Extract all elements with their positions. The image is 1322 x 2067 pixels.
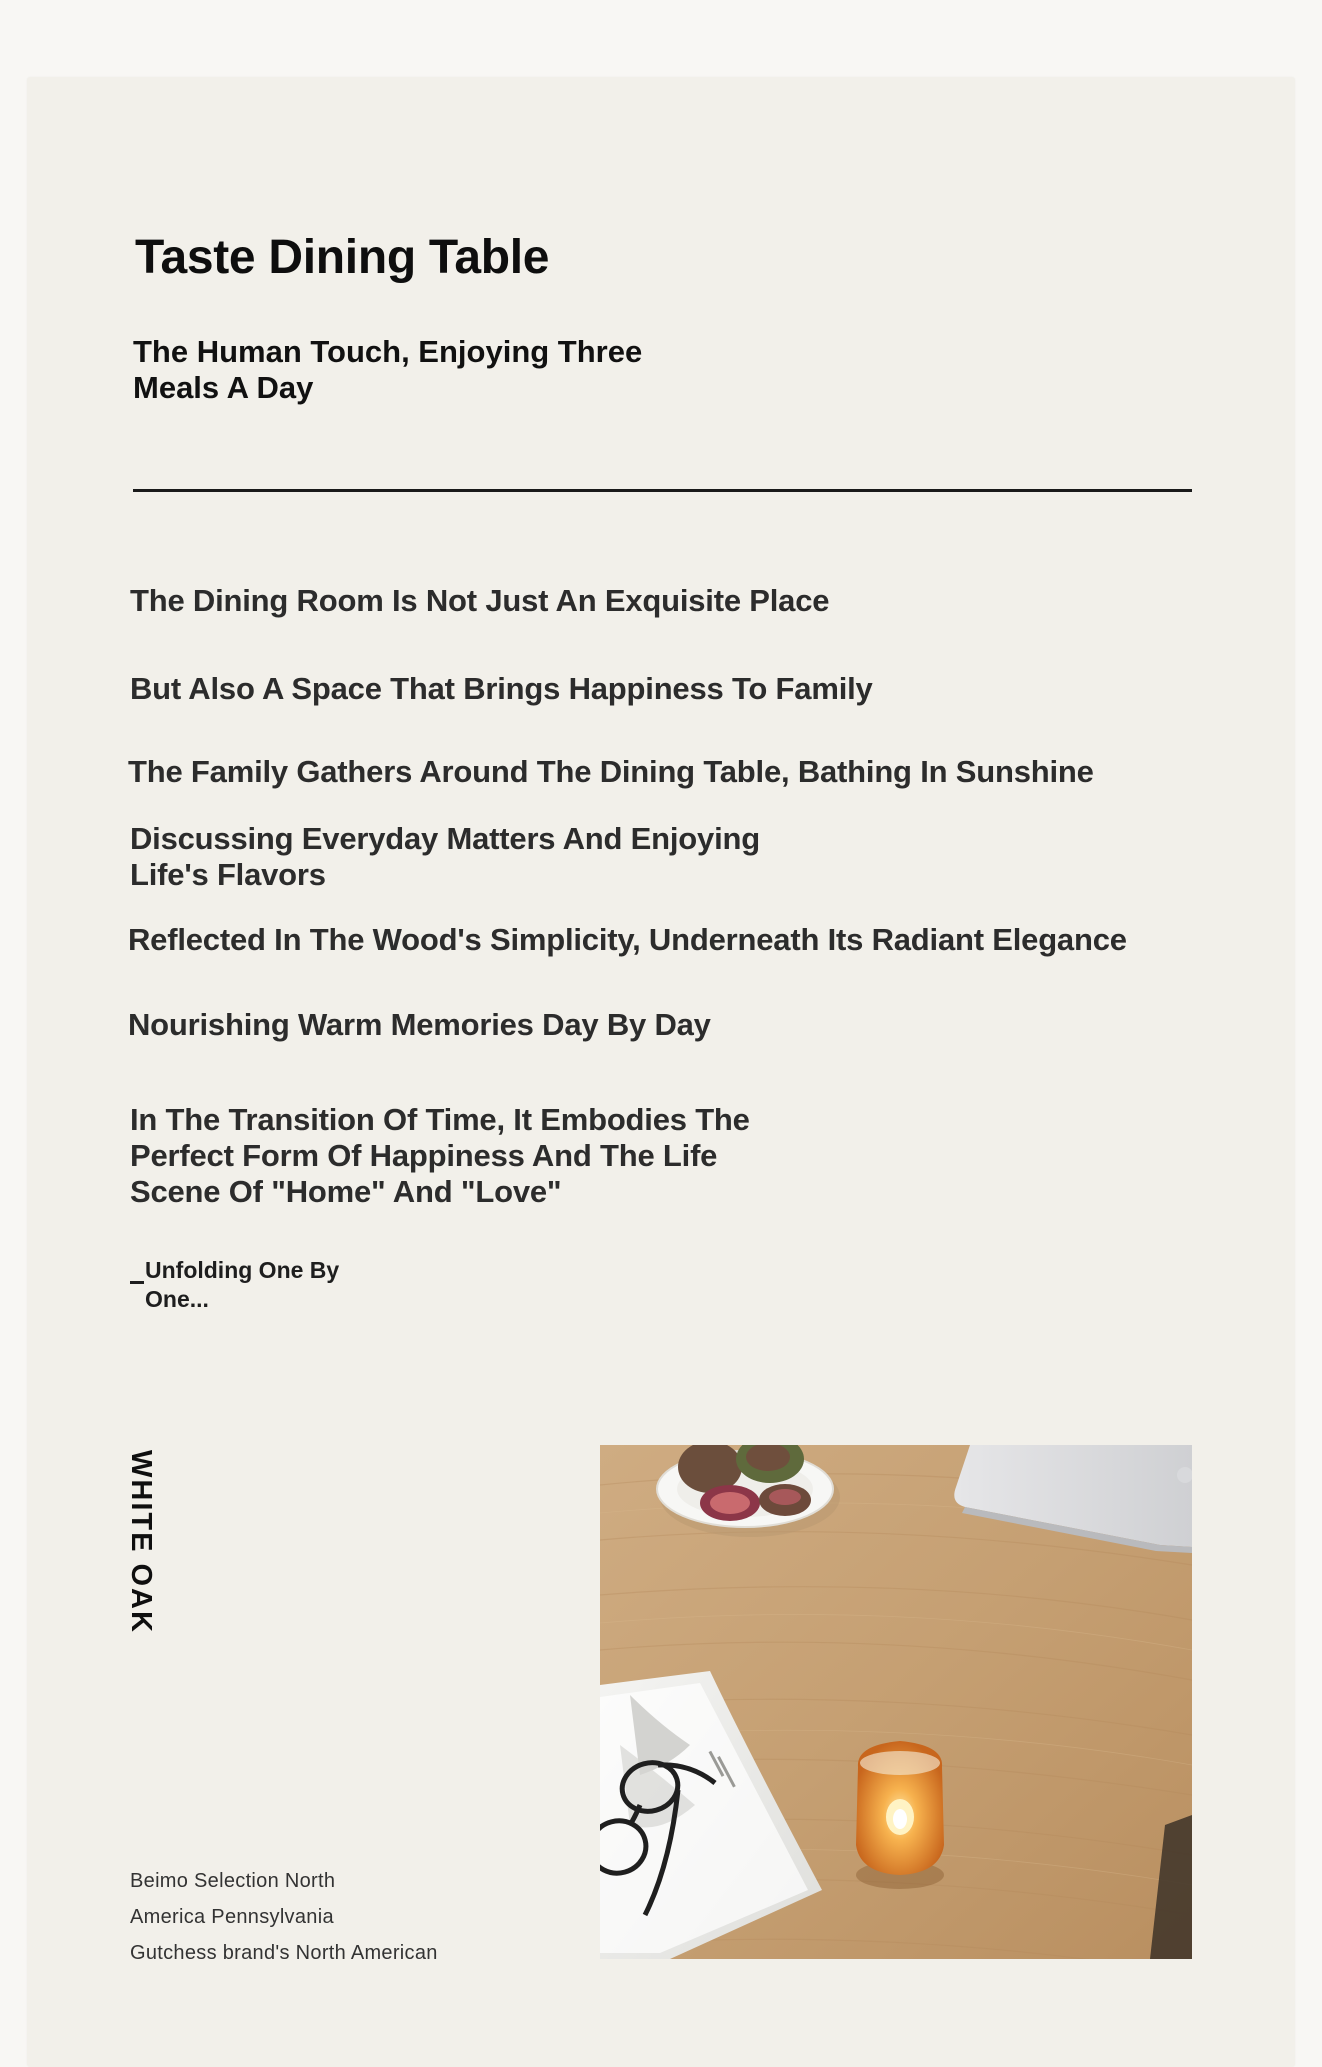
material-label: WHITE OAK bbox=[125, 1450, 157, 1634]
footer-line: Gutchess brand's North American bbox=[130, 1942, 438, 1964]
dash-mark bbox=[130, 1281, 144, 1284]
body-line: Reflected In The Wood's Simplicity, Underneath Its Radiant Elegance bbox=[128, 922, 1127, 957]
body-line: In The Transition Of Time, It Embodies The Perfect Form Of Happiness And The Life Scene Of "Home" And "Love" bbox=[130, 1102, 750, 1209]
signature bbox=[130, 1256, 385, 1314]
page-title: Taste Dining Table bbox=[135, 231, 550, 284]
body-line: But Also A Space That Brings Happiness To Family bbox=[130, 671, 873, 706]
section-divider bbox=[133, 489, 1192, 492]
body-line: Nourishing Warm Memories Day By Day bbox=[128, 1007, 711, 1042]
signature-text: Unfolding One By One... bbox=[145, 1257, 340, 1312]
body-line: Discussing Everyday Matters And Enjoying Life's Flavors bbox=[130, 821, 760, 892]
page-subtitle: The Human Touch, Enjoying Three Meals A Day bbox=[133, 334, 643, 405]
table-photo bbox=[600, 1445, 1192, 1959]
footer-text bbox=[130, 1863, 438, 1971]
body-line: The Family Gathers Around The Dining Table, Bathing In Sunshine bbox=[128, 754, 1094, 789]
footer-line: Beimo Selection North bbox=[130, 1870, 336, 1892]
body-line: The Dining Room Is Not Just An Exquisite Place bbox=[130, 583, 830, 618]
footer-line: America Pennsylvania bbox=[130, 1906, 334, 1928]
table-photo-illustration bbox=[600, 1445, 1192, 1959]
